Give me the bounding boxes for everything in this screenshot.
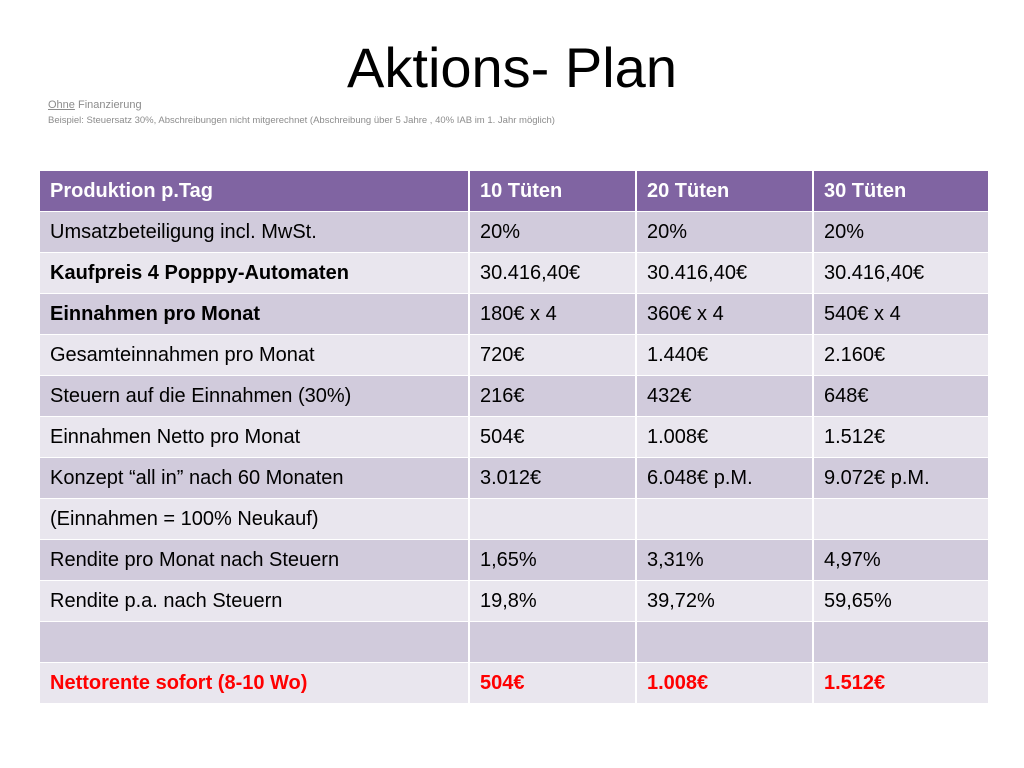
table-cell: 19,8%	[470, 581, 637, 622]
table-row	[40, 540, 988, 581]
table-row	[40, 376, 988, 417]
table-cell	[637, 499, 814, 540]
row-label: Rendite p.a. nach Steuern	[40, 581, 470, 622]
table-row	[40, 294, 988, 335]
table-cell: 216€	[470, 376, 637, 417]
table-cell: 20%	[637, 212, 814, 253]
table-cell: 1.512€	[814, 663, 988, 704]
table-row	[40, 212, 988, 253]
table-header-row	[40, 171, 988, 212]
table-cell: 1.008€	[637, 417, 814, 458]
table-row	[40, 499, 988, 540]
table-cell: 6.048€ p.M.	[637, 458, 814, 499]
row-label: Einnahmen Netto pro Monat	[40, 417, 470, 458]
header-cell: 10 Tüten	[470, 171, 637, 212]
header-cell: 20 Tüten	[637, 171, 814, 212]
table-cell: 9.072€ p.M.	[814, 458, 988, 499]
table-cell: 30.416,40€	[814, 253, 988, 294]
table-cell: 39,72%	[637, 581, 814, 622]
table-cell	[470, 622, 637, 663]
table-cell: 1,65%	[470, 540, 637, 581]
table-cell	[814, 499, 988, 540]
row-label: Gesamteinnahmen pro Monat	[40, 335, 470, 376]
row-label: (Einnahmen = 100% Neukauf)	[40, 499, 470, 540]
table-cell	[637, 622, 814, 663]
financing-note-text: Finanzierung	[74, 99, 142, 111]
row-label	[40, 622, 470, 663]
table-row	[40, 581, 988, 622]
table-cell: 3.012€	[470, 458, 637, 499]
header-cell: Produktion p.Tag	[40, 171, 470, 212]
table-row	[40, 253, 988, 294]
table-cell: 4,97%	[814, 540, 988, 581]
table-cell: 360€ x 4	[637, 294, 814, 335]
table-cell	[470, 499, 637, 540]
table-cell: 1.440€	[637, 335, 814, 376]
table-cell: 59,65%	[814, 581, 988, 622]
table-cell: 3,31%	[637, 540, 814, 581]
row-label: Einnahmen pro Monat	[40, 294, 470, 335]
table-row	[40, 417, 988, 458]
table-cell: 180€ x 4	[470, 294, 637, 335]
table-cell: 720€	[470, 335, 637, 376]
table-cell: 504€	[470, 417, 637, 458]
table-cell: 20%	[814, 212, 988, 253]
table-cell: 1.008€	[637, 663, 814, 704]
row-label: Kaufpreis 4 Popppy-Automaten	[40, 253, 470, 294]
table-cell: 2.160€	[814, 335, 988, 376]
table-cell: 504€	[470, 663, 637, 704]
table-row	[40, 335, 988, 376]
row-label: Steuern auf die Einnahmen (30%)	[40, 376, 470, 417]
row-label: Umsatzbeteiligung incl. MwSt.	[40, 212, 470, 253]
header-cell: 30 Tüten	[814, 171, 988, 212]
table-cell: 648€	[814, 376, 988, 417]
table-cell: 30.416,40€	[637, 253, 814, 294]
table-row	[40, 458, 988, 499]
table-cell: 30.416,40€	[470, 253, 637, 294]
row-label: Rendite pro Monat nach Steuern	[40, 540, 470, 581]
table-cell: 432€	[637, 376, 814, 417]
action-plan-table	[40, 171, 988, 704]
table-cell: 20%	[470, 212, 637, 253]
page-title: Aktions- Plan	[347, 36, 677, 99]
row-label: Konzept “all in” nach 60 Monaten	[40, 458, 470, 499]
table-row	[40, 622, 988, 663]
table-cell	[814, 622, 988, 663]
row-label: Nettorente sofort (8-10 Wo)	[40, 663, 470, 704]
financing-note-underlined: Ohne	[48, 99, 75, 111]
example-note: Beispiel: Steuersatz 30%, Abschreibungen nicht mitgerechnet (Abschreibung über 5 Jahre , 40% IAB im 1. Jahr möglich)	[48, 115, 555, 126]
table-cell: 1.512€	[814, 417, 988, 458]
table-cell: 540€ x 4	[814, 294, 988, 335]
financing-note	[48, 99, 142, 112]
table-row-highlight	[40, 663, 988, 704]
